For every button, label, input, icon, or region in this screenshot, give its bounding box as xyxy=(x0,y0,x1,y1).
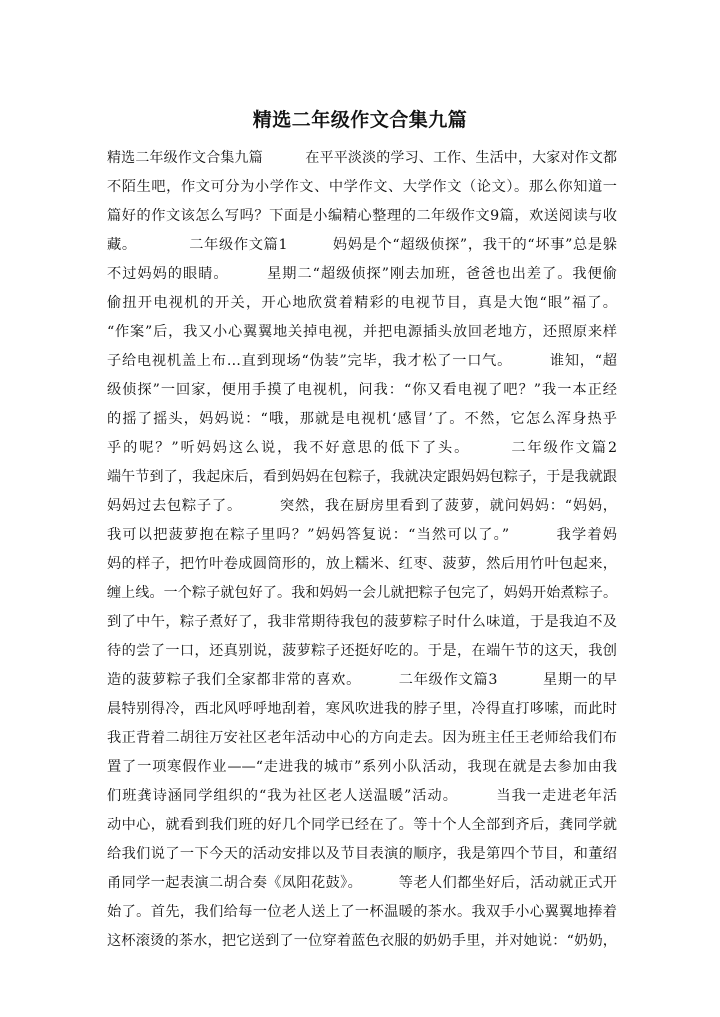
body-text-line: 藏。 二年级作文篇1 妈妈是个“超级侦探”，我干的“坏事”总是躲 xyxy=(107,237,617,253)
body-text-line: 级侦探”一回家，便用手摸了电视机，问我：“你又看电视了吧？”我一本正经 xyxy=(107,382,617,398)
body-text-line: 不陌生吧，作文可分为小学作文、中学作文、大学作文（论文）。那么你知道一 xyxy=(107,179,617,195)
body-text-line: 篇好的作文该怎么写吗？下面是小编精心整理的二年级作文9篇，欢送阅读与收 xyxy=(107,208,617,224)
body-text-line: 晨特别得冷，西北风呼呼地刮着，寒风吹进我的脖子里，冷得直打哆嗦，而此时 xyxy=(107,701,617,717)
body-text-line: 子给电视机盖上布…直到现场“伪装”完毕，我才松了一口气。 谁知，“超 xyxy=(107,353,617,369)
body-text-line: 我正背着二胡往万安社区老年活动中心的方向走去。因为班主任王老师给我们布 xyxy=(107,730,617,746)
body-text-line: 端午节到了，我起床后，看到妈妈在包粽子，我就决定跟妈妈包粽子，于是我就跟 xyxy=(107,469,617,485)
body-text-line: 待的尝了一口，还真别说，菠萝粽子还挺好吃的。于是，在端午节的这天，我创 xyxy=(107,643,617,659)
body-text-line: 我可以把菠萝抱在粽子里吗？”妈妈答复说：“当然可以了。” 我学着妈 xyxy=(107,527,617,543)
body-text-line: 这杯滚烫的茶水，把它送到了一位穿着蓝色衣服的奶奶手里，并对她说：“奶奶， xyxy=(107,933,617,949)
document-body xyxy=(107,144,617,956)
body-text-line: 始了。首先，我们给每一位老人送上了一杯温暖的茶水。我双手小心翼翼地捧着 xyxy=(107,904,617,920)
body-text-line: 置了一项寒假作业——“走进我的城市”系列小队活动，我现在就是去参加由我 xyxy=(107,759,617,775)
body-text-line: 给我们说了一下今天的活动安排以及节目表演的顺序，我是第四个节目，和董绍 xyxy=(107,846,617,862)
body-text-line: 不过妈妈的眼睛。 星期二“超级侦探”刚去加班，爸爸也出差了。我便偷 xyxy=(107,266,617,282)
body-text-line: 造的菠萝粽子我们全家都非常的喜欢。 二年级作文篇3 星期一的早 xyxy=(107,672,617,688)
body-text-line: 偷扭开电视机的开关，开心地欣赏着精彩的电视节目，真是大饱“眼”福了。 xyxy=(107,295,617,311)
body-text-line: 妈的样子，把竹叶卷成圆筒形的，放上糯米、红枣、菠萝，然后用竹叶包起来， xyxy=(107,556,617,572)
body-text-line: 妈妈过去包粽子了。 突然，我在厨房里看到了菠萝，就问妈妈：“妈妈， xyxy=(107,498,617,514)
body-text-line: 的摇了摇头，妈妈说：“哦，那就是电视机‘感冒’了。不然，它怎么浑身热乎 xyxy=(107,411,617,427)
document-title: 精选二年级作文合集九篇 xyxy=(252,109,468,131)
body-text-line: 们班龚诗涵同学组织的“我为社区老人送温暖”活动。 当我一走进老年活 xyxy=(107,788,617,804)
body-text-line: 甬同学一起表演二胡合奏《凤阳花鼓》。 等老人们都坐好后，活动就正式开 xyxy=(107,875,617,891)
body-text-line: 到了中午，粽子煮好了，我非常期待我包的菠萝粽子时什么味道，于是我迫不及 xyxy=(107,614,617,630)
body-text-line: 精选二年级作文合集九篇 在平平淡淡的学习、工作、生活中，大家对作文都 xyxy=(107,150,617,166)
body-text-line: 动中心，就看到我们班的好几个同学已经在了。等十个人全部到齐后，龚同学就 xyxy=(107,817,617,833)
body-text-line: “作案”后，我又小心翼翼地关掉电视，并把电源插头放回老地方，还照原来样 xyxy=(107,324,617,340)
body-text-line: 乎的呢？”听妈妈这么说，我不好意思的低下了头。 二年级作文篇2 xyxy=(107,440,617,456)
body-text-line: 缠上线。一个粽子就包好了。我和妈妈一会儿就把粽子包完了，妈妈开始煮粽子。 xyxy=(107,585,617,601)
